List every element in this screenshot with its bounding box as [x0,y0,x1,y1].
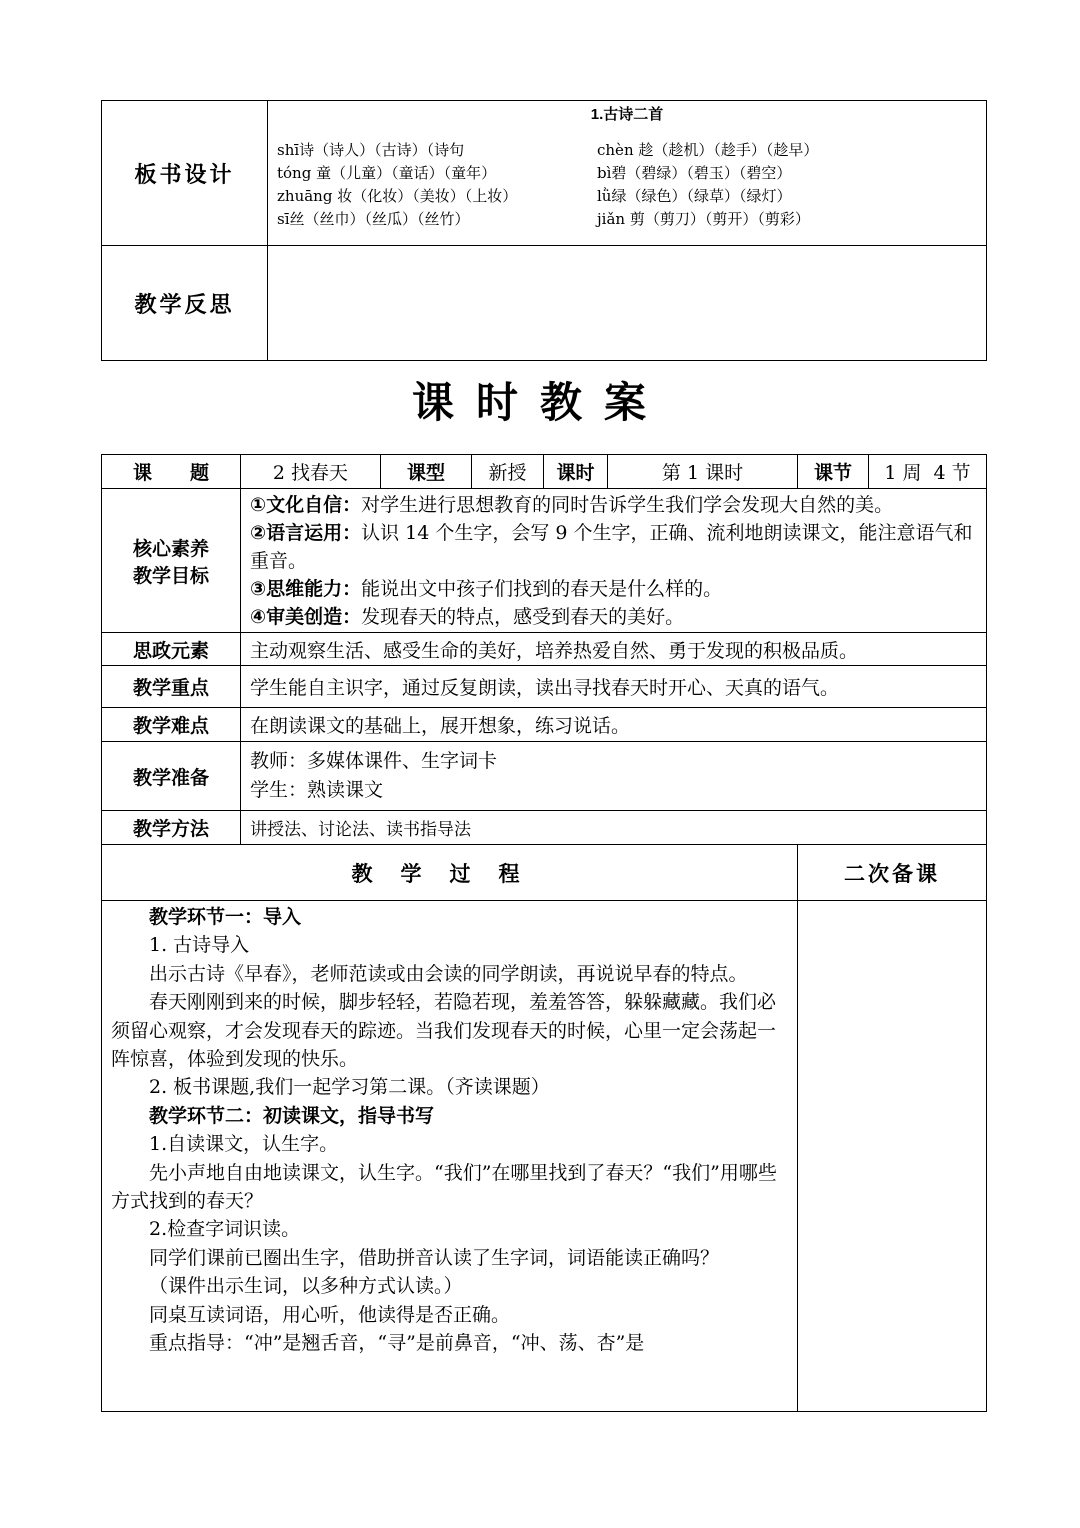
lesson-plan-table [101,454,987,1412]
method-label: 教学方法 [102,811,241,845]
process-paragraph: 先小声地自由地读课文，认生字。“我们”在哪里找到了春天？“我们”用哪些方式找到的春天？ [111,1161,777,1213]
core-objectives-label [102,489,241,633]
key-point-label: 教学重点 [102,666,241,708]
process-paragraph: 出示古诗《早春》，老师范读或由会读的同学朗读，再说说早春的特点。 [149,962,748,985]
objective-1: ①文化自信：对学生进行思想教育的同时告诉学生我们学会发现大自然的美。 [250,493,894,516]
method-value: 讲授法、讨论法、读书指导法 [241,811,987,845]
reflection-label: 教学反思 [102,246,268,361]
second-prep-body [798,901,987,1412]
section-value: 1 周 4 节 [869,455,987,489]
process-section-heading: 教学环节一：导入 [149,906,302,928]
objective-3: ③思维能力：能说出文中孩子们找到的春天是什么样的。 [250,577,723,600]
section-label: 课节 [798,455,869,489]
process-paragraph: 春天刚刚到来的时候，脚步轻轻，若隐若现，羞羞答答，躲躲藏藏。我们必须留心观察，才会发现春天的踪迹。当我们发现春天的时候，心里一定会荡起一阵惊喜，体验到发现的快乐。 [111,991,777,1071]
board-row-left: zhuāng 妆（化妆）（美妆）（上妆） [277,187,518,205]
process-paragraph: 2.检查字词识读。 [149,1218,301,1241]
process-paragraph: 1.自读课文，认生字。 [149,1133,339,1156]
core-label-line2: 教学目标 [132,564,209,587]
board-row-left: tóng 童（儿童）（童话）（童年） [277,164,497,182]
topic-label: 课 题 [102,455,241,489]
process-heading: 教学过程 [102,845,798,901]
objective-4: ④审美创造：发现春天的特点，感受到春天的美好。 [250,605,685,628]
period-value: 第 1 课时 [608,455,798,489]
reflection-value [268,246,987,361]
type-label: 课型 [381,455,472,489]
board-design-label: 板书设计 [102,101,268,246]
topic-value: 2 找春天 [241,455,381,489]
board-row-left: sī丝（丝巾）（丝瓜）（丝竹） [277,210,470,228]
second-prep-heading: 二次备课 [798,845,987,901]
period-label: 课时 [544,455,608,489]
process-section-heading: 教学环节二：初读课文，指导书写 [149,1104,435,1127]
process-paragraph: （课件出示生词，以多种方式认读。） [149,1275,463,1298]
ideology-value: 主动观察生活、感受生命的美好，培养热爱自然、勇于发现的积极品质。 [241,633,987,666]
key-point-value: 学生能自主识字，通过反复朗读，读出寻找春天时开心、天真的语气。 [241,666,987,708]
board-row-left: shī诗（诗人）（古诗）（诗句 [277,141,465,159]
core-label-line1: 核心素养 [132,537,209,560]
process-paragraph: 同桌互读词语，用心听，他读得是否正确。 [149,1303,511,1326]
prep-teacher: 教师：多媒体课件、生字词卡 [250,750,498,772]
board-row [268,139,986,162]
prep-student: 学生：熟读课文 [250,779,384,801]
board-design-table [101,100,987,361]
board-row-right: jiǎn 剪（剪刀）（剪开）（剪彩） [597,210,810,228]
board-row [268,162,986,185]
board-title: 1.古诗二首 [590,106,664,123]
process-body [102,901,798,1412]
board-row-right: lǜ绿（绿色）（绿草）（绿灯） [597,187,792,205]
type-value: 新授 [472,455,544,489]
board-row-right: bì碧（碧绿）（碧玉）（碧空） [597,164,792,182]
board-row [268,208,986,231]
preparation-value [241,742,987,811]
process-paragraph: 重点指导：“冲”是翘舌音，“寻”是前鼻音，“冲、荡、杏”是 [149,1332,645,1355]
process-paragraph: 同学们课前已圈出生字，借助拼音认读了生字词，词语能读正确吗？ [149,1246,720,1269]
ideology-label: 思政元素 [102,633,241,666]
core-objectives [241,489,987,633]
objective-2: ②语言运用：认识 14 个生字，会写 9 个生字，正确、流利地朗读课文，能注意语气和重音。 [250,521,973,572]
page-title: 课时教案 [411,378,668,427]
board-row-right: chèn 趁（趁机）（趁手）（趁早） [597,141,819,159]
board-design-content [268,101,987,246]
preparation-label: 教学准备 [102,742,241,811]
process-paragraphs [111,903,789,1358]
board-row [268,185,986,208]
difficulty-value: 在朗读课文的基础上，展开想象，练习说话。 [241,708,987,742]
difficulty-label: 教学难点 [102,708,241,742]
board-rows [268,139,986,231]
process-paragraph: 1. 古诗导入 [149,934,250,957]
process-paragraph: 2. 板书课题,我们一起学习第二课。（齐读课题） [149,1076,550,1099]
